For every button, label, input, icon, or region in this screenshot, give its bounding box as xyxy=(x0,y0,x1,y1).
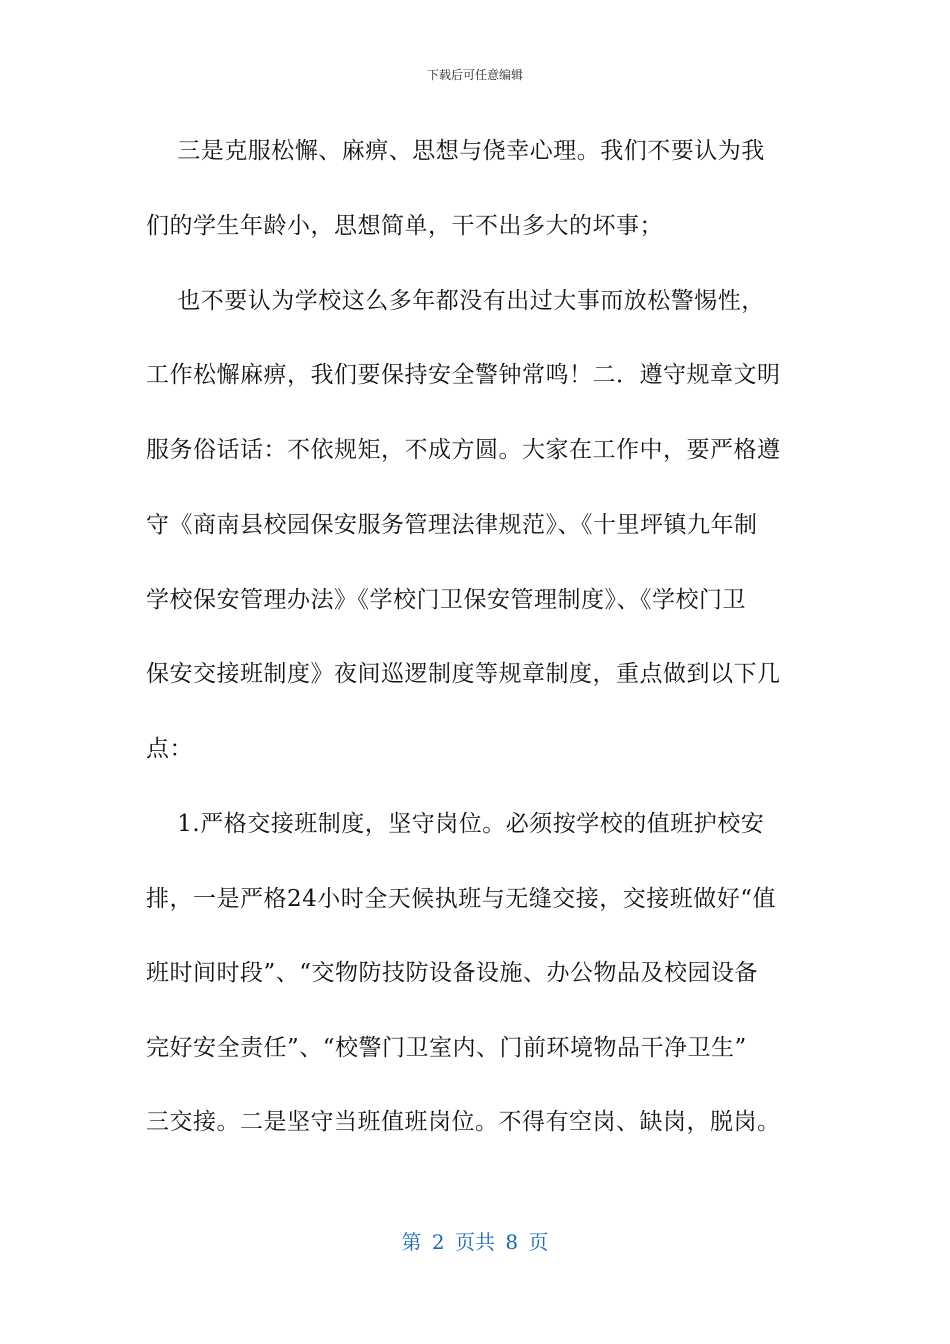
text-line: 三交接。二是坚守当班值班岗位。不得有空岗、缺岗，脱岗。 xyxy=(146,1109,781,1135)
text-line: 三是克服松懈、麻痹、思想与侥幸心理。我们不要认为我 xyxy=(146,138,765,164)
page-number-footer: 第 2 页共 8 页 xyxy=(401,1230,549,1254)
text-line: 也不要认为学校这么多年都没有出过大事而放松警惕性， xyxy=(146,288,765,314)
page-header: 下载后可任意编辑 xyxy=(426,68,523,82)
text-line: 保安交接班制度》夜间巡逻制度等规章制度，重点做到以下几 xyxy=(146,661,781,687)
text-line: 排，一是严格24小时全天候执班与无缝交接，交接班做好“值 xyxy=(146,886,777,912)
text-line: 点： xyxy=(146,736,193,762)
text-line: 服务俗话话：不依规矩，不成方圆。大家在工作中，要严格遵 xyxy=(146,437,781,463)
text-line: 工作松懈麻痹，我们要保持安全警钟常鸣！二．遵守规章文明 xyxy=(146,362,781,388)
text-line: 1.严格交接班制度，坚守岗位。必须按学校的值班护校安 xyxy=(146,811,765,837)
text-line: 守《商南县校园保安服务管理法律规范》、《十里坪镇九年制 xyxy=(146,512,758,538)
text-line: 完好安全责任”、“校警门卫室内、门前环境物品干净卫生” xyxy=(146,1035,747,1061)
text-line: 班时间时段”、“交物防技防设备设施、办公物品及校园设备 xyxy=(146,960,759,986)
text-line: 学校保安管理办法》《学校门卫保安管理制度》、《学校门卫 xyxy=(146,587,746,613)
text-line: 们的学生年龄小，思想简单，干不出多大的坏事； xyxy=(146,213,663,239)
